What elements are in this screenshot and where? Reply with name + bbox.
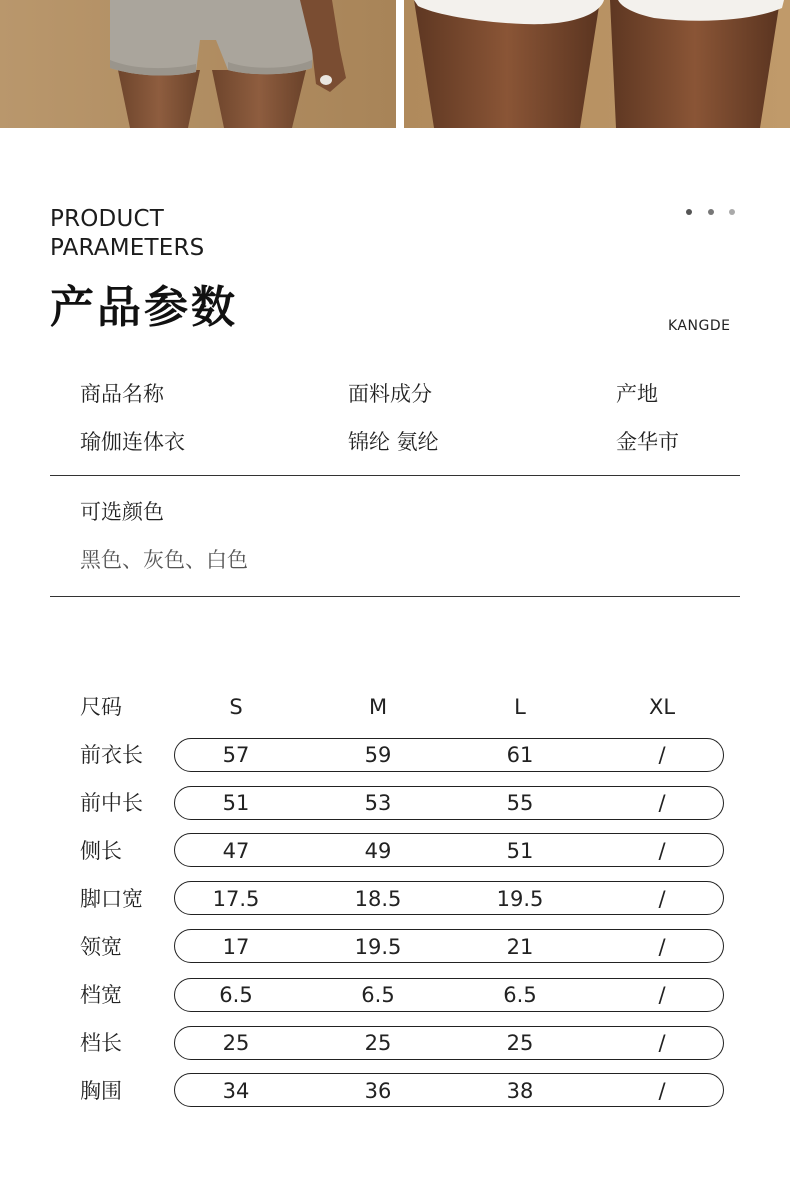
cell-l: 61 xyxy=(506,743,534,767)
cell-l: 25 xyxy=(506,1031,534,1055)
size-header-label: 尺码 xyxy=(80,695,122,719)
row-label: 档宽 xyxy=(80,983,122,1007)
size-header-m: M xyxy=(368,695,388,719)
cell-s: 34 xyxy=(222,1079,250,1103)
row-label: 前中长 xyxy=(80,791,143,815)
row-label: 侧长 xyxy=(80,839,122,863)
row-label: 胸围 xyxy=(80,1079,122,1103)
divider-1 xyxy=(50,475,740,476)
cell-m: 53 xyxy=(364,791,392,815)
cell-l: 55 xyxy=(506,791,534,815)
product-photo-grey-shorts xyxy=(0,0,396,128)
row-label: 档长 xyxy=(80,1031,122,1055)
cell-s: 47 xyxy=(222,839,250,863)
param-value-fabric: 锦纶 氨纶 xyxy=(348,430,439,454)
cell-s: 25 xyxy=(222,1031,250,1055)
size-header-s: S xyxy=(229,695,243,719)
cell-s: 51 xyxy=(222,791,250,815)
param-label-name: 商品名称 xyxy=(80,382,164,406)
param-value-colors: 黑色、灰色、白色 xyxy=(80,548,248,572)
row-label: 前衣长 xyxy=(80,743,143,767)
cell-s: 17.5 xyxy=(212,887,260,911)
param-value-name: 瑜伽连体衣 xyxy=(80,430,185,454)
dot-1 xyxy=(686,209,692,215)
dot-3 xyxy=(729,209,735,215)
cell-xl: / xyxy=(658,887,666,911)
cell-l: 6.5 xyxy=(503,983,537,1007)
product-photo-white-shorts xyxy=(404,0,790,128)
cell-m: 19.5 xyxy=(354,935,402,959)
row-label: 脚口宽 xyxy=(80,887,143,911)
brand-name: KANGDE xyxy=(668,318,731,334)
cell-xl: / xyxy=(658,983,666,1007)
title-chinese: 产品参数 xyxy=(50,282,238,333)
decorative-dots xyxy=(686,209,738,217)
cell-xl: / xyxy=(658,791,666,815)
cell-l: 38 xyxy=(506,1079,534,1103)
cell-xl: / xyxy=(658,743,666,767)
param-value-origin: 金华市 xyxy=(616,430,679,454)
cell-l: 19.5 xyxy=(496,887,544,911)
size-header-l: L xyxy=(514,695,526,719)
cell-xl: / xyxy=(658,1079,666,1103)
cell-s: 6.5 xyxy=(219,983,253,1007)
cell-m: 49 xyxy=(364,839,392,863)
product-photo-strip xyxy=(0,0,790,128)
cell-m: 18.5 xyxy=(354,887,402,911)
divider-2 xyxy=(50,596,740,597)
cell-xl: / xyxy=(658,1031,666,1055)
row-label: 领宽 xyxy=(80,935,122,959)
cell-m: 36 xyxy=(364,1079,392,1103)
cell-m: 6.5 xyxy=(361,983,395,1007)
cell-m: 25 xyxy=(364,1031,392,1055)
cell-xl: / xyxy=(658,839,666,863)
title-english: PRODUCT PARAMETERS xyxy=(50,206,205,261)
size-header-xl: XL xyxy=(648,695,676,719)
cell-m: 59 xyxy=(364,743,392,767)
param-label-fabric: 面料成分 xyxy=(348,382,432,406)
cell-l: 21 xyxy=(506,935,534,959)
cell-xl: / xyxy=(658,935,666,959)
cell-s: 57 xyxy=(222,743,250,767)
param-label-origin: 产地 xyxy=(616,382,658,406)
param-label-colors: 可选颜色 xyxy=(80,500,164,524)
cell-s: 17 xyxy=(222,935,250,959)
dot-2 xyxy=(708,209,714,215)
cell-l: 51 xyxy=(506,839,534,863)
